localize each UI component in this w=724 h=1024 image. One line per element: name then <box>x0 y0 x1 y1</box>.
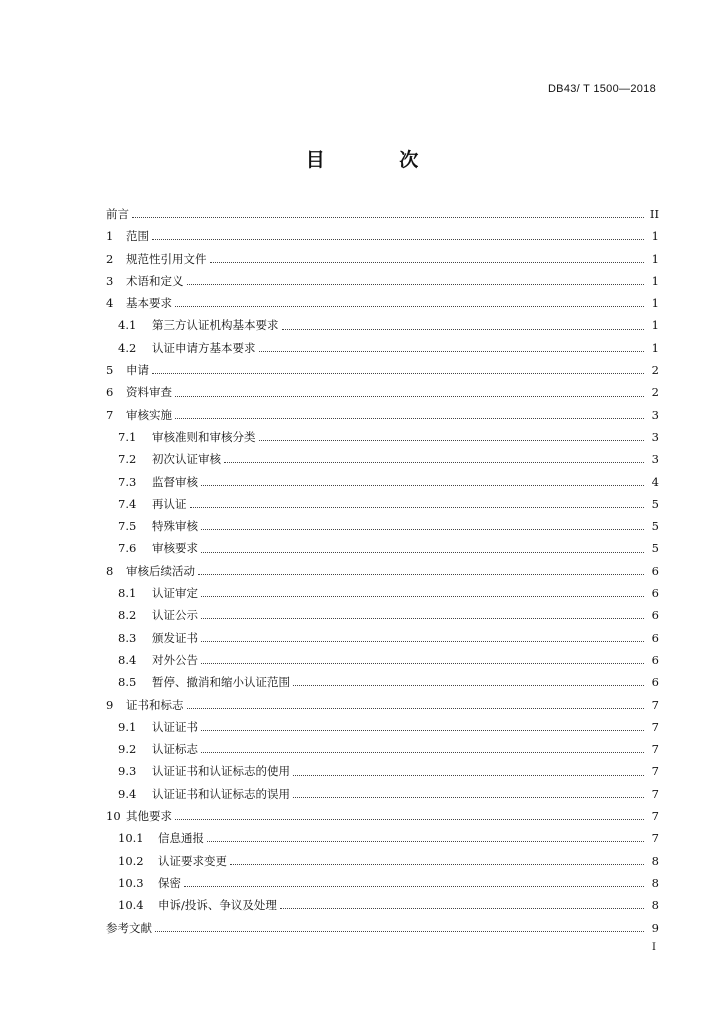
toc-entry-page: 1 <box>651 318 659 333</box>
toc-entry-label: 暂停、撤消和缩小认证范围 <box>152 675 290 690</box>
toc-entry-page: 6 <box>651 675 659 690</box>
toc-dot-leader <box>201 528 644 530</box>
toc-entry-page: 4 <box>651 474 659 489</box>
toc-entry[interactable] <box>106 404 659 426</box>
toc-dot-leader <box>152 238 644 240</box>
toc-entry-page: 6 <box>651 563 659 578</box>
toc-entry-label: 申请 <box>126 363 149 378</box>
toc-entry-page: 1 <box>651 229 659 244</box>
toc-entry[interactable] <box>106 448 659 470</box>
toc-entry-label: 规范性引用文件 <box>126 251 207 266</box>
toc-dot-leader <box>175 395 644 397</box>
toc-entry[interactable] <box>106 537 659 559</box>
toc-entry-page: 7 <box>651 786 659 801</box>
toc-entry-page: 1 <box>651 273 659 288</box>
toc-entry-label: 审核准则和审核分类 <box>152 429 256 444</box>
toc-entry-label: 认证审定 <box>152 586 198 601</box>
toc-entry-label: 监督审核 <box>152 474 198 489</box>
toc-entry-label: 证书和标志 <box>126 697 184 712</box>
toc-dot-leader <box>187 283 645 285</box>
toc-entry-page: 8 <box>651 898 659 913</box>
toc-dot-leader <box>293 774 644 776</box>
toc-entry-number: 1 <box>106 229 114 244</box>
toc-entry[interactable] <box>106 604 659 626</box>
toc-entry[interactable] <box>106 515 659 537</box>
toc-entry-number: 7.4 <box>118 496 137 511</box>
toc-entry-label: 认证要求变更 <box>158 853 227 868</box>
toc-entry-page: 8 <box>651 875 659 890</box>
toc-entry-page: 7 <box>651 764 659 779</box>
toc-entry-number: 6 <box>106 385 114 400</box>
toc-entry[interactable] <box>106 337 659 359</box>
toc-dot-leader <box>259 350 645 352</box>
toc-entry-label: 申诉/投诉、争议及处理 <box>158 898 277 913</box>
toc-entry-page: 7 <box>651 719 659 734</box>
toc-entry-number: 4 <box>106 296 114 311</box>
toc-entry-page: 9 <box>651 920 659 935</box>
toc-dot-leader <box>201 729 644 731</box>
toc-entry-number: 9.3 <box>118 764 137 779</box>
toc-entry-number: 4.2 <box>118 340 137 355</box>
toc-entry[interactable] <box>106 248 659 270</box>
toc-entry-number: 7.5 <box>118 519 137 534</box>
toc-entry-page: 7 <box>651 809 659 824</box>
toc-entry[interactable] <box>106 359 659 381</box>
toc-entry-page: 7 <box>651 742 659 757</box>
toc-dot-leader <box>190 506 645 508</box>
toc-entry-number: 4.1 <box>118 318 137 333</box>
toc-entry[interactable] <box>106 270 659 292</box>
toc-entry-number: 9 <box>106 697 114 712</box>
toc-entry-number: 8.4 <box>118 652 137 667</box>
toc-entry-number: 8.2 <box>118 608 137 623</box>
page-title: 目 次 <box>305 149 453 171</box>
toc-entry-label: 特殊审核 <box>152 519 198 534</box>
toc-entry-page: 7 <box>651 697 659 712</box>
toc-entry-label: 认证证书和认证标志的使用 <box>152 764 290 779</box>
toc-entry-page: 8 <box>651 853 659 868</box>
document-code: DB43/ T 1500—2018 <box>547 83 656 95</box>
toc-entry-number: 9.1 <box>118 719 137 734</box>
toc-entry-number: 7.3 <box>118 474 137 489</box>
toc-entry-label: 审核要求 <box>152 541 198 556</box>
toc-entry[interactable] <box>106 627 659 649</box>
toc-entry[interactable] <box>106 872 659 894</box>
toc-entry-number: 10 <box>106 809 121 824</box>
toc-entry-page: 7 <box>651 831 659 846</box>
toc-entry-number: 10.4 <box>118 898 144 913</box>
table-of-contents <box>106 203 659 939</box>
toc-entry-page: 2 <box>651 385 659 400</box>
toc-entry[interactable] <box>106 381 659 403</box>
toc-entry-label: 前言 <box>106 207 129 221</box>
toc-entry[interactable] <box>106 426 659 448</box>
toc-entry-number: 7.6 <box>118 541 137 556</box>
toc-entry-page: 2 <box>651 363 659 378</box>
toc-entry-page: 3 <box>651 429 659 444</box>
toc-entry[interactable] <box>106 783 659 805</box>
toc-entry-number: 10.2 <box>118 853 144 868</box>
toc-entry-label: 参考文献 <box>106 920 152 935</box>
toc-dot-leader <box>207 840 644 842</box>
toc-dot-leader <box>132 216 644 218</box>
toc-dot-leader <box>230 863 644 865</box>
toc-dot-leader <box>259 439 645 441</box>
toc-entry[interactable] <box>106 471 659 493</box>
toc-entry-page: 6 <box>651 652 659 667</box>
toc-entry-page: 3 <box>651 407 659 422</box>
toc-entry-number: 8.1 <box>118 586 137 601</box>
toc-dot-leader <box>152 372 644 374</box>
toc-entry-label: 信息通报 <box>158 831 204 846</box>
toc-entry[interactable] <box>106 203 659 225</box>
toc-entry-label: 保密 <box>158 875 181 890</box>
toc-entry-label: 对外公告 <box>152 652 198 667</box>
toc-entry-label: 其他要求 <box>126 809 172 824</box>
toc-entry-number: 3 <box>106 273 114 288</box>
toc-dot-leader <box>184 885 644 887</box>
toc-entry-page: 5 <box>651 519 659 534</box>
toc-dot-leader <box>201 751 644 753</box>
toc-dot-leader <box>201 595 644 597</box>
toc-entry-page: 6 <box>651 630 659 645</box>
toc-dot-leader <box>198 573 644 575</box>
toc-entry-number: 8.3 <box>118 630 137 645</box>
toc-entry-label: 第三方认证机构基本要求 <box>152 318 279 333</box>
toc-entry-label: 初次认证审核 <box>152 452 221 467</box>
toc-entry-page: 6 <box>651 608 659 623</box>
toc-entry-label: 认证证书 <box>152 719 198 734</box>
toc-entry-label: 颁发证书 <box>152 630 198 645</box>
toc-entry-number: 9.2 <box>118 742 137 757</box>
toc-entry[interactable] <box>106 917 659 939</box>
toc-entry[interactable] <box>106 671 659 693</box>
toc-entry-page: 1 <box>651 251 659 266</box>
toc-dot-leader <box>293 796 644 798</box>
toc-entry-label: 审核实施 <box>126 407 172 422</box>
toc-dot-leader <box>201 640 644 642</box>
toc-dot-leader <box>224 461 644 463</box>
toc-dot-leader <box>187 707 645 709</box>
toc-entry-number: 7.1 <box>118 429 137 444</box>
toc-entry-number: 5 <box>106 363 114 378</box>
toc-entry-number: 10.3 <box>118 875 144 890</box>
toc-dot-leader <box>175 305 644 307</box>
toc-entry-number: 2 <box>106 251 114 266</box>
toc-entry-number: 10.1 <box>118 831 144 846</box>
toc-dot-leader <box>280 907 644 909</box>
toc-dot-leader <box>155 930 644 932</box>
toc-entry-label: 认证标志 <box>152 742 198 757</box>
toc-entry-number: 8 <box>106 563 114 578</box>
toc-dot-leader <box>175 818 644 820</box>
toc-entry-label: 认证申请方基本要求 <box>152 340 256 355</box>
toc-entry[interactable] <box>106 716 659 738</box>
toc-entry[interactable] <box>106 738 659 760</box>
toc-dot-leader <box>293 684 644 686</box>
toc-entry[interactable] <box>106 694 659 716</box>
toc-entry-number: 7 <box>106 407 114 422</box>
toc-entry[interactable] <box>106 560 659 582</box>
toc-entry-page: 3 <box>651 452 659 467</box>
toc-entry-label: 基本要求 <box>126 296 172 311</box>
toc-entry-page: 1 <box>651 340 659 355</box>
toc-entry-page: 5 <box>651 496 659 511</box>
toc-entry-number: 9.4 <box>118 786 137 801</box>
toc-entry-label: 认证公示 <box>152 608 198 623</box>
toc-entry[interactable] <box>106 805 659 827</box>
toc-entry[interactable] <box>106 314 659 336</box>
toc-entry-label: 范围 <box>126 229 149 244</box>
toc-entry-label: 审核后续活动 <box>126 563 195 578</box>
toc-entry[interactable] <box>106 827 659 849</box>
toc-entry[interactable] <box>106 649 659 671</box>
toc-entry-page: 5 <box>651 541 659 556</box>
toc-dot-leader <box>282 328 645 330</box>
toc-entry[interactable] <box>106 582 659 604</box>
toc-dot-leader <box>201 662 644 664</box>
toc-entry-number: 8.5 <box>118 675 137 690</box>
toc-entry-label: 认证证书和认证标志的误用 <box>152 786 290 801</box>
toc-dot-leader <box>201 551 644 553</box>
toc-dot-leader <box>201 484 644 486</box>
toc-entry[interactable] <box>106 760 659 782</box>
toc-entry-page: 1 <box>651 296 659 311</box>
toc-entry-label: 再认证 <box>152 496 187 511</box>
toc-entry-label: 资料审查 <box>126 385 172 400</box>
toc-entry[interactable] <box>106 292 659 314</box>
toc-dot-leader <box>210 261 645 263</box>
page-number: I <box>652 942 656 953</box>
toc-dot-leader <box>175 417 644 419</box>
toc-entry[interactable] <box>106 894 659 916</box>
toc-entry-page: 6 <box>651 586 659 601</box>
toc-dot-leader <box>201 617 644 619</box>
toc-entry-page: II <box>649 207 659 221</box>
toc-entry-number: 7.2 <box>118 452 137 467</box>
toc-entry[interactable] <box>106 850 659 872</box>
toc-entry[interactable] <box>106 225 659 247</box>
toc-entry[interactable] <box>106 493 659 515</box>
toc-entry-label: 术语和定义 <box>126 273 184 288</box>
